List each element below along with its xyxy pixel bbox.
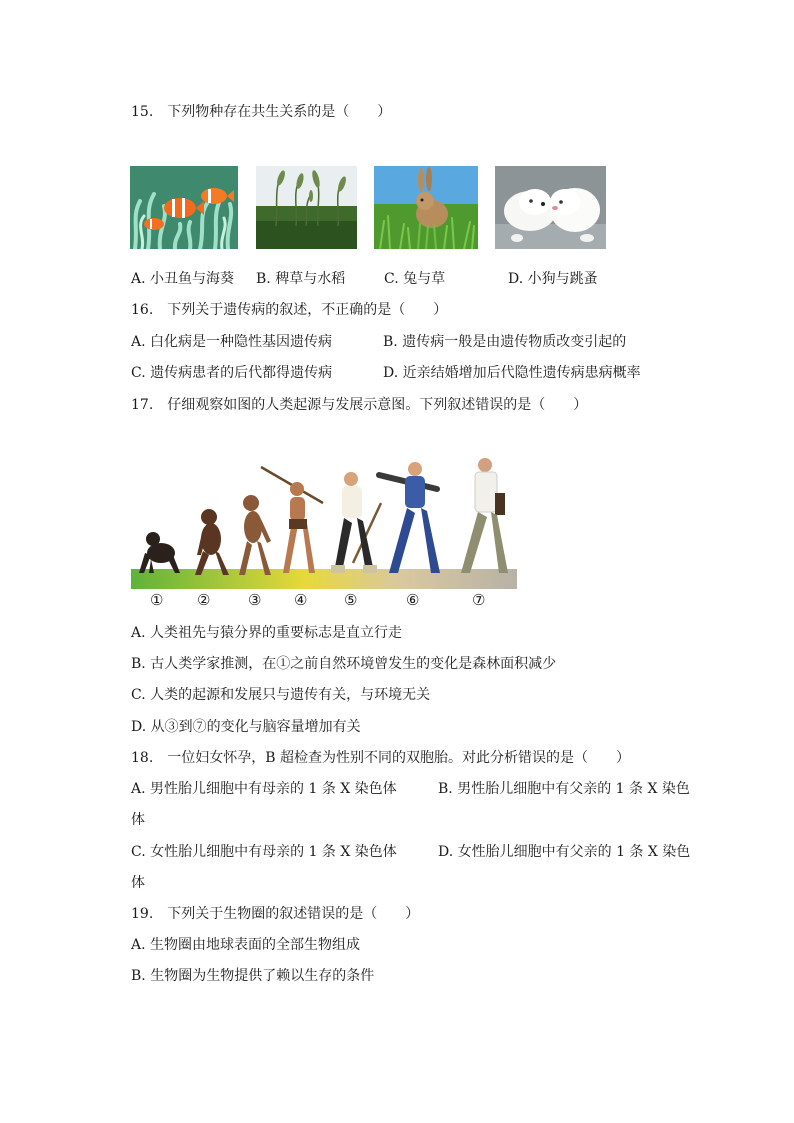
q19-stem: 19. 下列关于生物圈的叙述错误的是（ ） [131, 906, 420, 922]
q15-stem: 15. 下列物种存在共生关系的是（ ） [131, 104, 392, 120]
q18-option-b-wrap: 体 [131, 812, 145, 828]
q19-option-b: B. 生物圈为生物提供了赖以生存的条件 [131, 968, 375, 984]
q18-option-c: C. 女性胎儿细胞中有母亲的 1 条 X 染色体 [131, 844, 397, 860]
q15-option-b: B. 稗草与水稻 [256, 271, 346, 287]
q18-option-a: A. 男性胎儿细胞中有母亲的 1 条 X 染色体 [131, 781, 397, 797]
q15-option-d: D. 小狗与跳蚤 [508, 271, 598, 287]
q16-option-d: D. 近亲结婚增加后代隐性遗传病患病概率 [383, 365, 641, 381]
q15-option-a: A. 小丑鱼与海葵 [131, 271, 235, 287]
q17-stem: 17. 仔细观察如图的人类起源与发展示意图。下列叙述错误的是（ ） [131, 397, 588, 413]
q18-stem: 18. 一位妇女怀孕，B 超检查为性别不同的双胞胎。对此分析错误的是（ ） [131, 750, 631, 766]
q18-option-d-wrap: 体 [131, 875, 145, 891]
q16-option-a: A. 白化病是一种隐性基因遗传病 [131, 334, 333, 350]
evolution-label-6: ⑥ [406, 591, 420, 609]
evolution-label-1: ① [150, 591, 164, 609]
q16-option-b: B. 遗传病一般是由遗传物质改变引起的 [383, 334, 627, 350]
q19-option-a: A. 生物圈由地球表面的全部生物组成 [131, 937, 361, 953]
puppies-photo [495, 166, 606, 249]
q16-option-c: C. 遗传病患者的后代都得遗传病 [131, 365, 333, 381]
q18-option-d: D. 女性胎儿细胞中有父亲的 1 条 X 染色 [438, 844, 691, 860]
evolution-label-3: ③ [248, 591, 262, 609]
evolution-label-7: ⑦ [472, 591, 486, 609]
barnyard-grass-rice-photo [256, 166, 357, 249]
q18-option-b: B. 男性胎儿细胞中有父亲的 1 条 X 染色 [438, 781, 690, 797]
q17-option-d: D. 从③到⑦的变化与脑容量增加有关 [131, 719, 361, 735]
evolution-label-2: ② [197, 591, 211, 609]
q15-option-c: C. 兔与草 [384, 271, 446, 287]
rabbit-grass-photo [374, 166, 478, 249]
q17-option-b: B. 古人类学家推测，在①之前自然环境曾发生的变化是森林面积减少 [131, 656, 557, 672]
q17-option-a: A. 人类祖先与猿分界的重要标志是直立行走 [131, 625, 403, 641]
human-evolution-figure [131, 455, 517, 589]
evolution-label-5: ⑤ [344, 591, 358, 609]
evolution-label-4: ④ [294, 591, 308, 609]
q17-option-c: C. 人类的起源和发展只与遗传有关，与环境无关 [131, 687, 431, 703]
clownfish-anemone-photo [130, 166, 238, 249]
q16-stem: 16. 下列关于遗传病的叙述，不正确的是（ ） [131, 302, 448, 318]
